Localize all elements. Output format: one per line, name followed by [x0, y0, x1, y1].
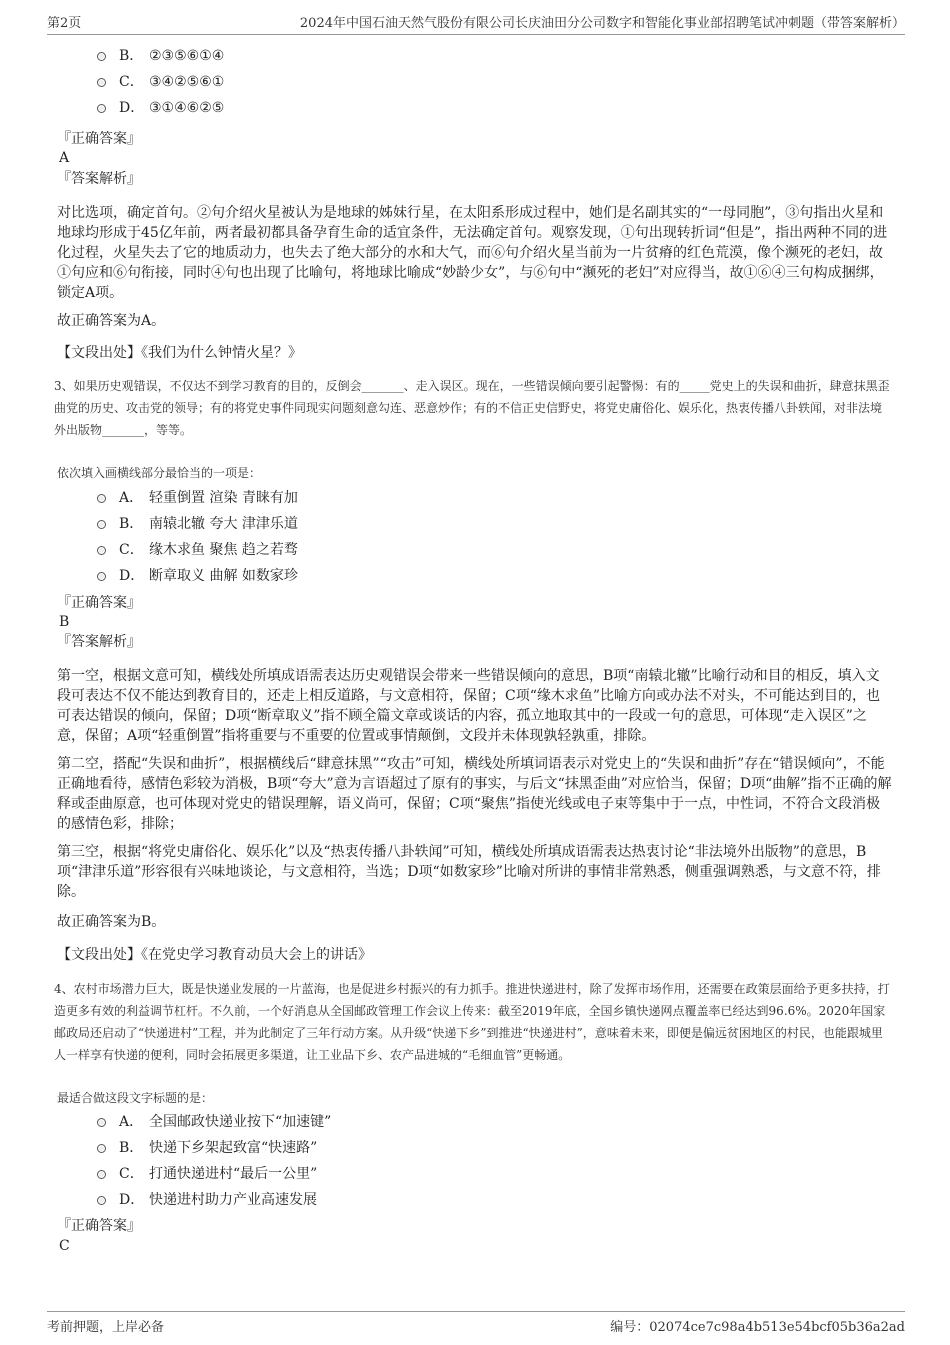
option-key: D． [119, 100, 145, 116]
option-key: D． [119, 568, 145, 584]
option-text: ②③⑤⑥①④ [149, 48, 225, 64]
correct-answer-label: 『正确答案』 [57, 1218, 141, 1234]
conclusion: 故正确答案为A。 [57, 313, 166, 329]
analysis-label: 『答案解析』 [57, 634, 141, 650]
question-4-prompt: 最适合做这段文字标题的是： [57, 1091, 214, 1105]
q2-options [57, 43, 892, 121]
option-text: 快递进村助力产业高速发展 [149, 1192, 317, 1208]
q4-options [57, 1109, 892, 1213]
option-c[interactable] [57, 1161, 892, 1187]
analysis-text: 第二空，搭配“失误和曲折”，根据横线后“肆意抹黑”“攻击”可知，横线处所填词语表示对党史上的“失误和曲折”存在“错误倾向”，不能正确地看待，感情色彩较为消极，B项“夸大”意为言语超过了原有的事实，与后文“抹黑歪曲”对应恰当，保留；D项“曲解”指不正确的解释或歪曲原意，也可体现对党史的错误理解，语义尚可，保留；C项“聚焦”指使光线或电子束等集中于一点，中性词，不符合文段消极的感情色彩，排除； [57, 756, 892, 832]
document-id: 编号：02074ce7c98a4b513e54bcf05b36a2ad [610, 1320, 905, 1335]
radio-icon[interactable] [97, 520, 106, 529]
option-text: ③④②⑤⑥① [149, 74, 225, 90]
option-b[interactable] [57, 511, 892, 537]
option-key: C． [119, 542, 144, 558]
option-key: A． [119, 1114, 144, 1130]
option-text: 缘木求鱼 聚焦 趋之若骛 [149, 542, 298, 558]
correct-answer-label: 『正确答案』 [57, 131, 141, 147]
radio-icon[interactable] [97, 1118, 106, 1127]
radio-icon[interactable] [97, 546, 106, 555]
page-header [47, 12, 905, 35]
option-a[interactable] [57, 1109, 892, 1135]
radio-icon[interactable] [97, 78, 106, 87]
footer-slogan: 考前押题，上岸必备 [47, 1320, 165, 1335]
radio-icon[interactable] [97, 1144, 106, 1153]
option-key: A． [119, 490, 144, 506]
option-a[interactable] [57, 485, 892, 511]
option-key: D． [119, 1192, 145, 1208]
correct-answer: B [59, 614, 70, 630]
option-text: 断章取义 曲解 如数家珍 [149, 568, 298, 584]
page-number: 第2页 [47, 16, 82, 31]
analysis-text: 第三空，根据“将党史庸俗化、娱乐化”以及“热衷传播八卦轶闻”可知，横线处所填成语需表达热衷讨论“非法境外出版物”的意思，B项“津津乐道”形容很有兴味地谈论，与文意相符，当选；D项“如数家珍”比喻对所讲的事情非常熟悉，侧重强调熟悉，与文意不符，排除。 [57, 844, 881, 900]
document-title: 2024年中国石油天然气股份有限公司长庆油田分公司数字和智能化事业部招聘笔试冲刺题（带答案解析） [299, 16, 905, 31]
option-key: B． [119, 516, 144, 532]
option-c[interactable] [57, 537, 892, 563]
analysis-text: 对比选项，确定首句。②句介绍火星被认为是地球的姊妹行星，在太阳系形成过程中，她们是名副其实的“一母同胞”，③句指出火星和地球均形成于45亿年前，两者最初都具备孕育生命的适宜条件，无法确定首句。观察发现，①句出现转折词“但是”，指出两种不同的进化过程，火星失去了它的地质动力，也失去了绝大部分的水和大气，而⑥句介绍火星当前为一片贫瘠的红色荒漠，像个濒死的老妇，故①句应和⑥句衔接，同时④句也出现了比喻句，将地球比喻成“妙龄少女”，与⑥句中“濒死的老妇”对应得当，故①⑥④三句构成捆绑，锁定A项。 [57, 205, 888, 301]
option-text: 轻重倒置 渲染 青睐有加 [149, 490, 298, 506]
option-key: C． [119, 1166, 144, 1182]
option-text: 全国邮政快递业按下“加速键” [149, 1114, 332, 1130]
radio-icon[interactable] [97, 572, 106, 581]
option-b[interactable] [57, 43, 892, 69]
option-d[interactable] [57, 1187, 892, 1213]
question-4-stem: 4、农村市场潜力巨大，既是快递业发展的一片蓝海，也是促进乡村振兴的有力抓手。推进快递进村，除了发挥市场作用，还需要在政策层面给予更多扶持，打造更多有效的利益调节杠杆。不久前，一个好消息从全国邮政管理工作会议上传来：截至2019年底，全国乡镇快递网点覆盖率已经达到96.6%。2020年国家邮政局还启动了“快递进村”工程，并为此制定了三年行动方案。从升级“快递下乡”到推进“快递进村”，意味着未来，即便是偏远贫困地区的村民，也能跟城里人一样享有快递的便利，同时会拓展更多渠道，让工业品下乡、农产品进城的“毛细血管”更畅通。 [54, 982, 890, 1062]
option-text: 南辕北辙 夸大 津津乐道 [149, 516, 298, 532]
option-d[interactable] [57, 563, 892, 589]
radio-icon[interactable] [97, 1196, 106, 1205]
conclusion: 故正确答案为B。 [57, 914, 166, 930]
question-3-prompt: 依次填入画横线部分最恰当的一项是： [57, 466, 262, 480]
source: 【文段出处】《我们为什么钟情火星？》 [57, 345, 302, 361]
radio-icon[interactable] [97, 494, 106, 503]
analysis-text: 第一空，根据文意可知，横线处所填成语需表达历史观错误会带来一些错误倾向的意思，B项“南辕北辙”比喻行动和目的相反，填入文段可表达不仅不能达到教育目的，还走上相反道路，与文意相符，保留；C项“缘木求鱼”比喻方向或办法不对头，不可能达到目的，也可表达错误的倾向，保留；D项“断章取义”指不顾全篇文章或谈话的内容，孤立地取其中的一段或一句的意思，可体现“走入误区”之意，保留；A项“轻重倒置”指将重要与不重要的位置或事情颠倒，文段并未体现孰轻孰重，排除。 [57, 668, 881, 744]
option-c[interactable] [57, 69, 892, 95]
source: 【文段出处】《在党史学习教育动员大会上的讲话》 [57, 947, 372, 963]
q3-options [57, 485, 892, 589]
option-text: 快递下乡架起致富“快速路” [149, 1140, 318, 1156]
page-footer [47, 1311, 905, 1337]
option-d[interactable] [57, 95, 892, 121]
radio-icon[interactable] [97, 1170, 106, 1179]
option-key: C． [119, 74, 144, 90]
correct-answer: C [59, 1238, 70, 1254]
radio-icon[interactable] [97, 104, 106, 113]
radio-icon[interactable] [97, 52, 106, 61]
option-b[interactable] [57, 1135, 892, 1161]
option-key: B． [119, 1140, 144, 1156]
option-text: ③①④⑥②⑤ [149, 100, 225, 116]
question-3-stem: 3、如果历史观错误，不仅达不到学习教育的目的，反倒会_______、走入误区。现在，一些错误倾向要引起警惕：有的_____党史上的失误和曲折，肆意抹黑歪曲党的历史、攻击党的领导；有的将党史事件同现实问题刻意勾连、恶意炒作；有的不信正史信野史，将党史庸俗化、娱乐化，热衷传播八卦轶闻，对非法境外出版物_______，等等。 [54, 379, 890, 437]
correct-answer: A [59, 150, 70, 166]
analysis-label: 『答案解析』 [57, 171, 141, 187]
option-key: B． [119, 48, 144, 64]
correct-answer-label: 『正确答案』 [57, 595, 141, 611]
option-text: 打通快递进村“最后一公里” [149, 1166, 318, 1182]
